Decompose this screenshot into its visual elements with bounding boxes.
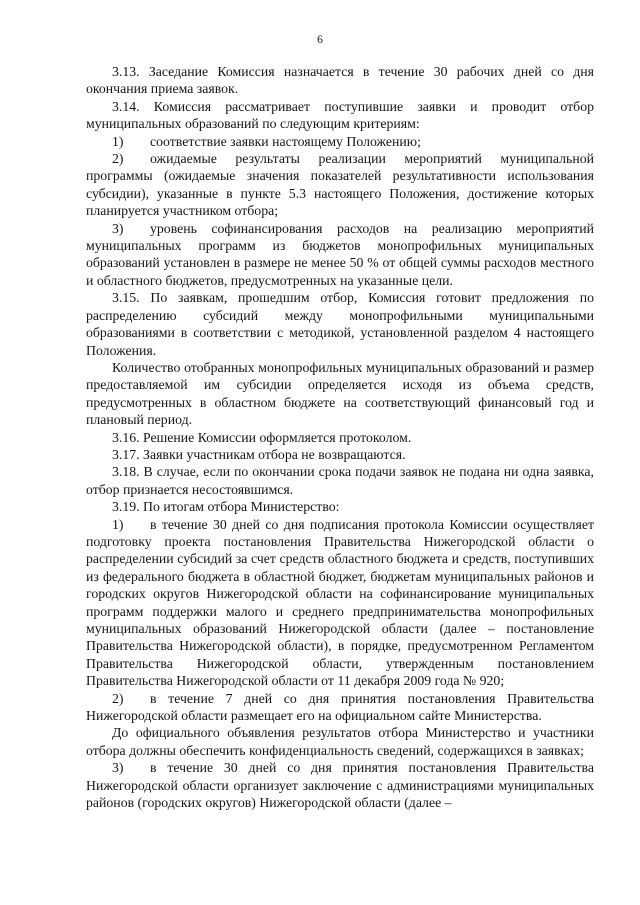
list-number: 3) <box>112 760 124 776</box>
paragraph-text: 3.15. По заявкам, прошедшим отбор, Комиссия готовит предложения по распределению субсидий между монопрофильными муниципальными образованиями в соответствии с методикой, установленной разделом 4 настоящего Положения. <box>86 290 594 358</box>
paragraph-quantity <box>86 359 594 429</box>
page-number: 6 <box>317 34 323 46</box>
paragraph-text: в течение 7 дней со дня принятия постановления Правительства Нижегородской области размещает его на официальном сайте Министерства. <box>86 690 594 724</box>
paragraph-text: уровень софинансирования расходов на реализацию мероприятий муниципальных программ из бюджетов монопрофильных муниципальных образований установлен в размере не менее 50 % от общей суммы расходов местного и областного бюджетов, предусмотренных на указанные цели. <box>86 220 594 288</box>
paragraph-confidentiality <box>86 724 594 759</box>
paragraph-text: 3.18. В случае, если по окончании срока подачи заявок не подана ни одна заявка, отбор признается несостоявшимся. <box>86 464 594 497</box>
criterion-item-1 <box>86 133 594 150</box>
list-number: 1) <box>112 516 124 532</box>
paragraph-text: 3.13. Заседание Комиссия назначается в течение 30 рабочих дней со дня окончания приема заявок. <box>86 64 594 97</box>
list-number: 1) <box>112 133 124 149</box>
paragraph-text: 3.19. По итогам отбора Министерство: <box>112 499 340 515</box>
paragraph-3-14 <box>86 98 594 133</box>
result-item-3 <box>86 759 594 811</box>
paragraph-text: Количество отобранных монопрофильных муниципальных образований и размер предоставляемой им субсидии определяется исходя из объема средств, предусмотренных в областном бюджете на соответствующий финансовый год и плановый период. <box>86 359 594 428</box>
paragraph-3-13 <box>86 63 594 98</box>
paragraph-text: 3.14. Комиссия рассматривает поступившие заявки и проводит отбор муниципальных образований по следующим критериям: <box>86 98 594 132</box>
paragraph-text: До официального объявления результатов отбора Министерство и участники отбора должны обеспечить конфиденциальность сведений, содержащихся в заявках; <box>86 725 594 758</box>
paragraph-3-18 <box>86 463 594 498</box>
criterion-item-2 <box>86 150 594 220</box>
paragraph-text: 3.17. Заявки участникам отбора не возвращаются. <box>112 446 406 462</box>
document-body <box>86 63 594 811</box>
list-number: 2) <box>112 690 124 706</box>
paragraph-text: ожидаемые результаты реализации мероприятий муниципальной программы (ожидаемые значения показателей результативности использования субсидии), указанные в пункте 5.3 настоящего Положения, достижение которых планируется участником отбора; <box>86 151 594 219</box>
paragraph-3-15 <box>86 289 594 359</box>
paragraph-text: 3.16. Решение Комиссии оформляется протоколом. <box>112 429 412 445</box>
paragraph-3-16 <box>86 429 594 446</box>
list-number: 3) <box>112 220 124 236</box>
criterion-item-3 <box>86 220 594 290</box>
paragraph-3-19 <box>86 498 594 515</box>
paragraph-text: в течение 30 дней со дня подписания протокола Комиссии осуществляет подготовку проекта постановления Правительства Нижегородской области о распределении субсидий за счет средств областного бюджета и средств, поступивших из федерального бюджета в областной бюджет, бюджетам муниципальных районов и городских округов Нижегородской области на софинансирование муниципальных программ поддержки малого и среднего предпринимательства монопрофильных муниципальных образований Нижегородской области (далее – постановление Правительства Нижегородской области), в порядке, предусмотренном Регламентом Правительства Нижегородской области, утвержденным постановлением Правительства Нижегородской области от 11 декабря 2009 года № 920; <box>86 516 594 689</box>
paragraph-3-17 <box>86 446 594 463</box>
result-item-2 <box>86 690 594 725</box>
paragraph-text: в течение 30 дней со дня принятия постановления Правительства Нижегородской области организует заключение с администрациями муниципальных районов (городских округов) Нижегородской области (далее – <box>86 760 594 811</box>
list-number: 2) <box>112 151 124 167</box>
result-item-1 <box>86 516 594 690</box>
paragraph-text: соответствие заявки настоящему Положению; <box>150 133 421 149</box>
